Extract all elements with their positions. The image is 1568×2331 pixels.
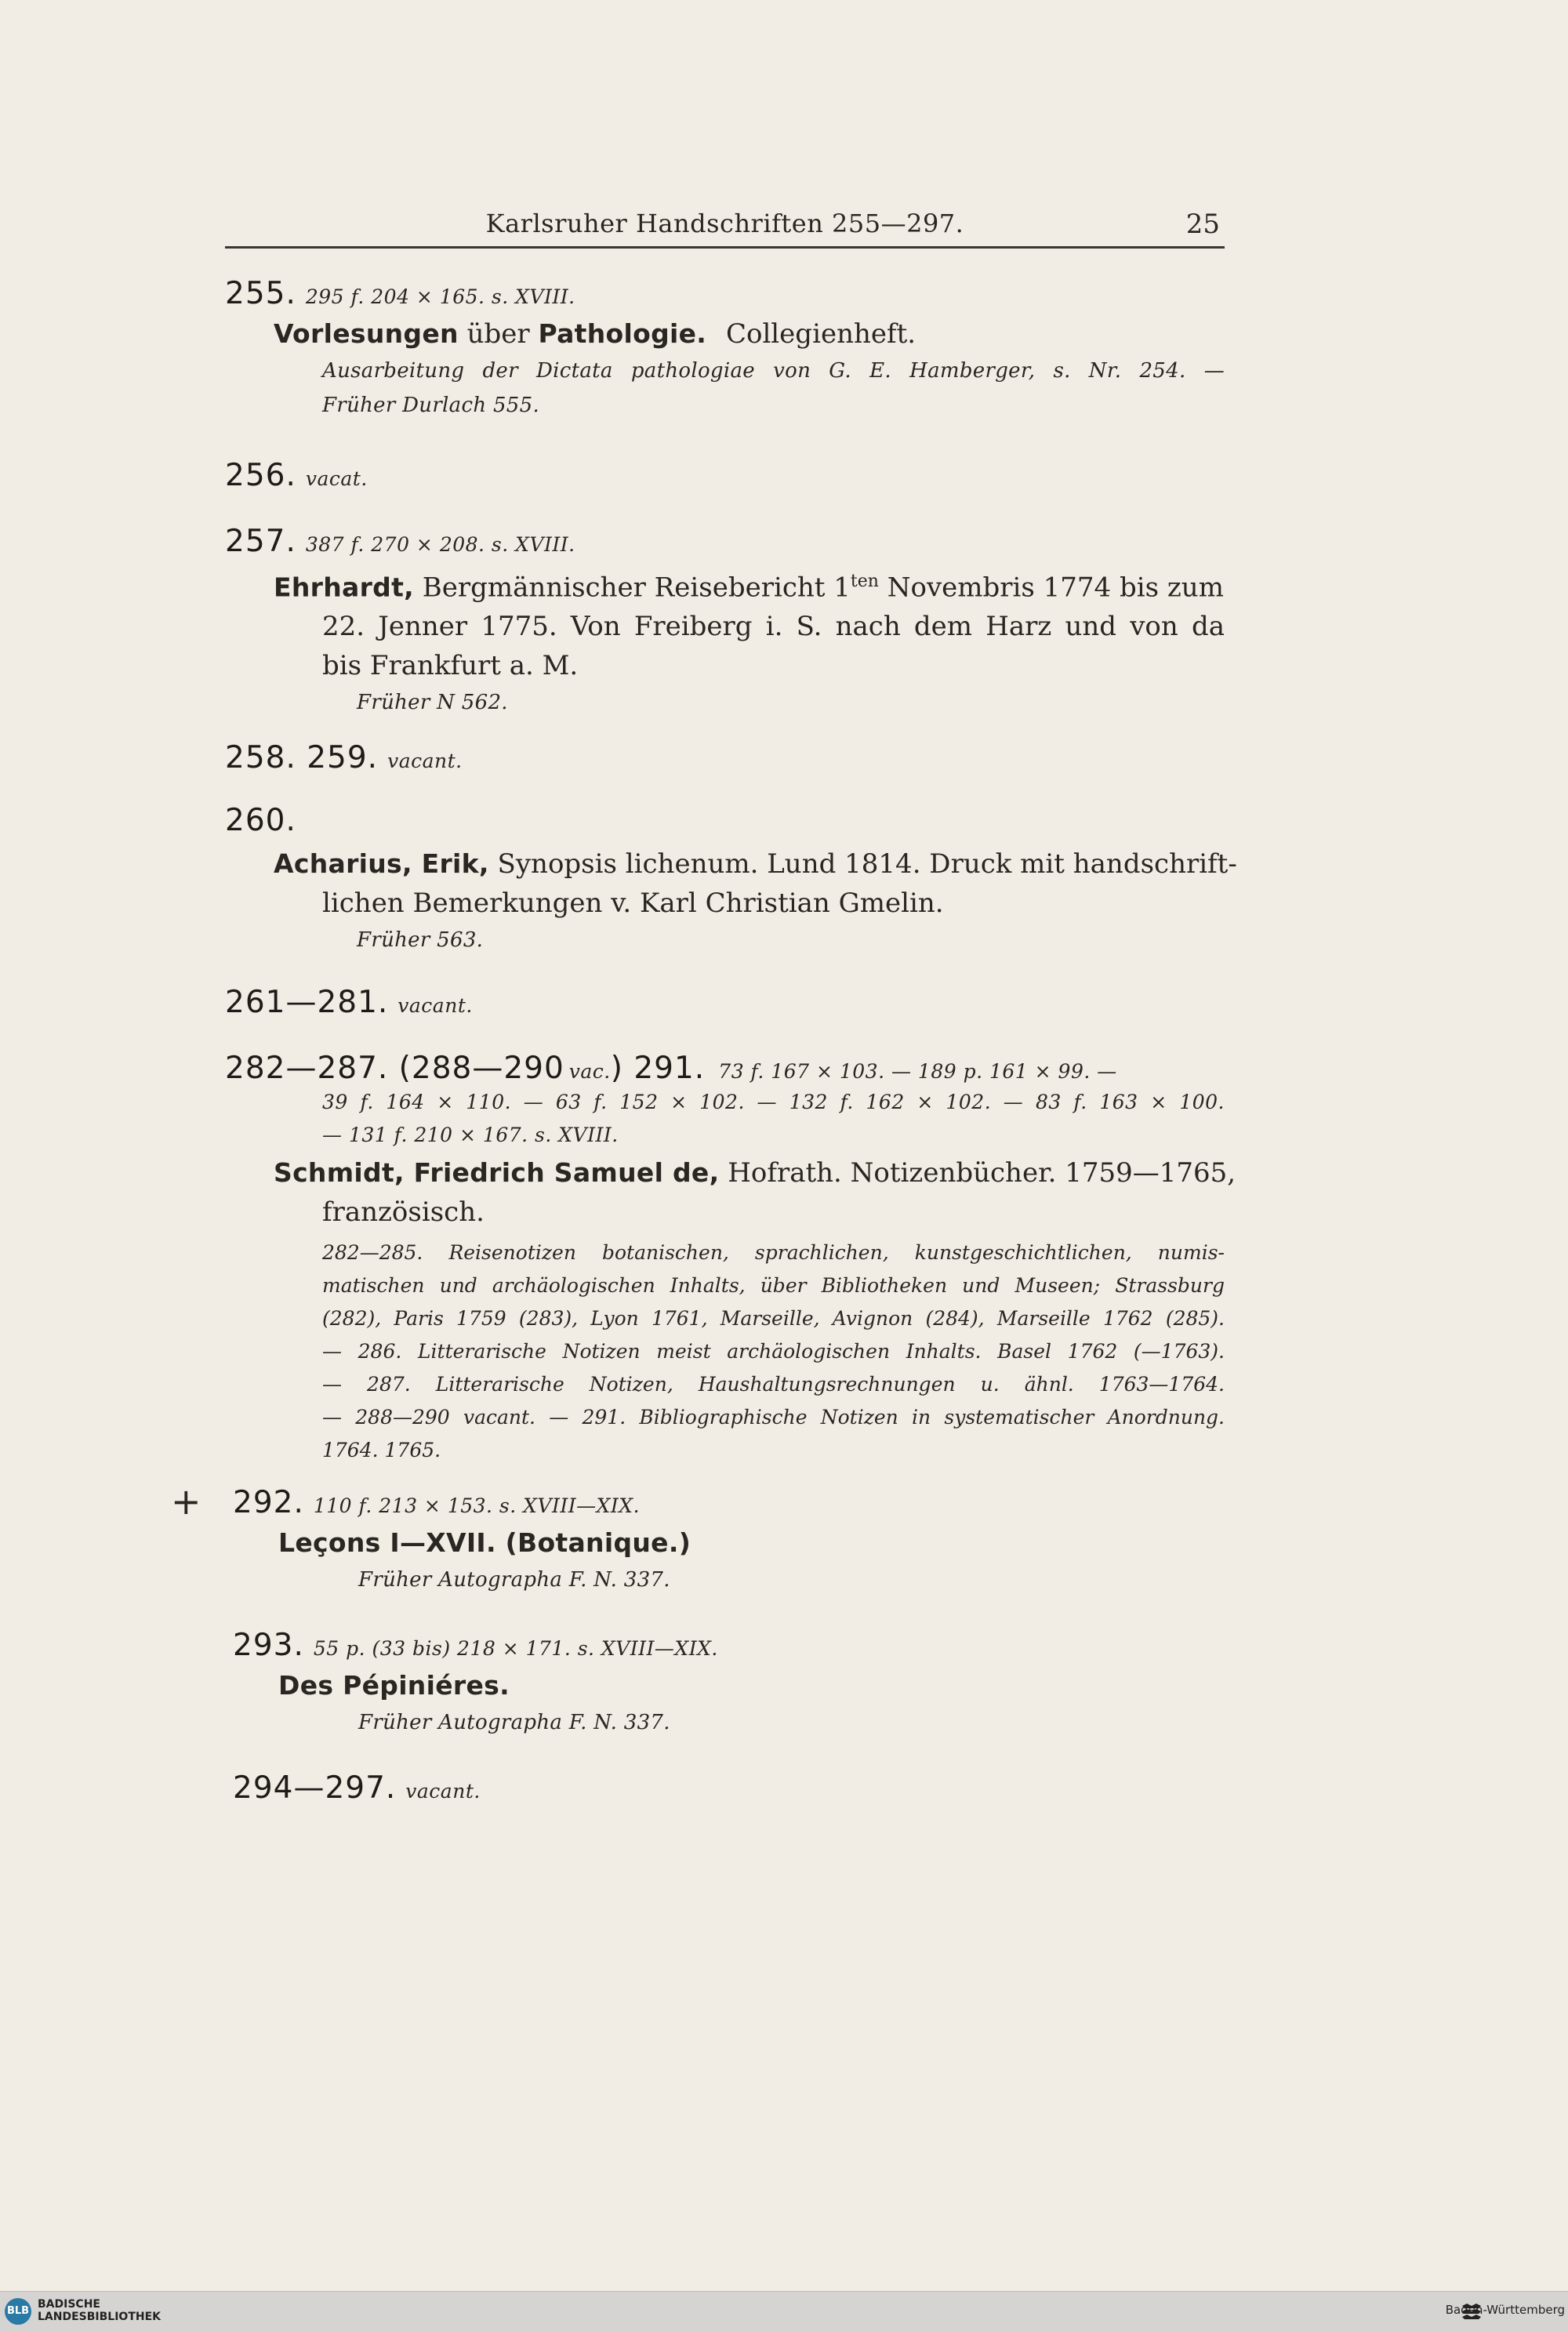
viewer-footer-bar (0, 2291, 1568, 2331)
entry-258-259 (225, 740, 1225, 775)
entry-number-close: ) 291. (610, 1051, 706, 1086)
entry-text: Hofrath. Notizenbücher. 1759—1765, (728, 1157, 1236, 1189)
entry-number: 292. (233, 1485, 304, 1520)
entry-294-297 (233, 1770, 1232, 1806)
entry-author: Acharius, Erik, (274, 848, 489, 879)
entry-note: Ausarbeitung der Dictata pathologiae von G. E. Hamberger, s. Nr. 254. — (322, 359, 1225, 383)
entry-title: Des Pépiniéres. (278, 1670, 510, 1701)
entry-author: Ehrhardt, (274, 572, 414, 603)
entry-author: Schmidt, Friedrich Samuel de, (274, 1157, 720, 1188)
plus-mark: + (171, 1480, 201, 1523)
entry-note: Früher N 562. (357, 691, 508, 715)
entry-note: matischen und archäologischen Inhalts, über Bibliotheken und Museen; Strassburg (322, 1274, 1225, 1297)
entry-note: — 287. Litterarische Notizen, Haushaltungsrechnungen u. ähnl. 1763—1764. (322, 1373, 1225, 1396)
entry-number: 282—287. (288—290 (225, 1051, 564, 1086)
entry-260 (225, 803, 1237, 957)
entry-number: 293. (233, 1628, 304, 1663)
entry-description: 73 f. 167 × 103. — 189 p. 161 × 99. — (718, 1060, 1117, 1083)
entry-number: 257. (225, 524, 296, 559)
entry-note: Früher Autographa F. N. 337. (358, 1568, 670, 1592)
entry-261-281 (225, 985, 1225, 1020)
entry-293 (233, 1628, 1232, 1740)
entry-note: (282), Paris 1759 (283), Lyon 1761, Marseille, Avignon (284), Marseille 1762 (285). (322, 1307, 1225, 1330)
entry-text: lichen Bemerkungen v. Karl Christian Gmelin. (322, 888, 944, 919)
entry-number: 258. 259. (225, 740, 379, 775)
entry-number: 294—297. (233, 1770, 397, 1806)
header-title: Karlsruher Handschriften 255—297. (485, 209, 964, 238)
header-rule (225, 246, 1225, 249)
library-name-line1: BADISCHE (38, 2298, 100, 2311)
entry-text: 22. Jenner 1775. Von Freiberg i. S. nach dem Harz und von da (322, 611, 1225, 643)
entry-292 (233, 1485, 1232, 1597)
entry-title-rest: Collegienheft. (725, 318, 916, 350)
entry-title-bold2: Pathologie. (538, 318, 707, 349)
entry-256 (225, 458, 1225, 493)
entry-description: 55 p. (33 bis) 218 × 171. s. XVIII—XIX. (313, 1637, 718, 1660)
entry-description: — 131 f. 210 × 167. s. XVIII. (322, 1124, 619, 1146)
entry-note: Früher Autographa F. N. 337. (358, 1711, 670, 1734)
entry-description: vacant. (405, 1780, 481, 1803)
entry-note: 1764. 1765. (322, 1439, 441, 1461)
entry-description: 387 f. 270 × 208. s. XVIII. (305, 533, 575, 556)
entry-title-bold: Vorlesungen (274, 318, 459, 349)
entry-text: bis Frankfurt a. M. (322, 650, 579, 682)
entry-title: Leçons I—XVII. (Botanique.) (278, 1527, 691, 1558)
entry-note: — 286. Litterarische Notizen meist archäologischen Inhalts. Basel 1762 (—1763). (322, 1340, 1225, 1363)
state-name[interactable]: Baden-Württemberg (1445, 2303, 1565, 2317)
entry-note: Früher Durlach 555. (322, 394, 540, 417)
page-number: 25 (1185, 209, 1220, 240)
entry-282-291 (225, 1051, 1236, 1467)
entry-description: vacat. (305, 467, 368, 490)
entry-text: Synopsis lichenum. Lund 1814. Druck mit handschrift- (497, 848, 1237, 880)
entry-number: 256. (225, 458, 296, 493)
library-name-line2: LANDESBIBLIOTHEK (38, 2311, 162, 2323)
entry-note: Früher 563. (357, 928, 484, 952)
entry-description: 110 f. 213 × 153. s. XVIII—XIX. (313, 1494, 641, 1517)
entry-number: 260. (225, 803, 296, 838)
entry-description: 295 f. 204 × 165. s. XVIII. (305, 285, 575, 308)
entry-number: 255. (225, 276, 296, 311)
entry-description: 39 f. 164 × 110. — 63 f. 152 × 102. — 132 f. 162 × 102. — 83 f. 163 × 100. (322, 1091, 1225, 1113)
entry-text: französisch. (322, 1196, 485, 1228)
entry-text: Novembris 1774 bis zum (878, 572, 1224, 604)
entry-description: vacant. (387, 750, 463, 772)
entry-number-vac: vac. (568, 1060, 611, 1083)
running-header (225, 209, 1225, 246)
entry-255 (225, 276, 1225, 423)
entry-note: 282—285. Reisenotizen botanischen, sprachlichen, kunstgeschichtlichen, numis- (322, 1241, 1225, 1264)
entry-text-sup: ten (850, 572, 879, 591)
blb-logo-icon[interactable]: BLB (5, 2298, 31, 2325)
entry-description: vacant. (397, 994, 473, 1017)
entry-title-mid: über (466, 318, 530, 350)
entry-text: Bergmännischer Reisebericht 1 (422, 572, 851, 604)
library-name[interactable] (38, 2298, 161, 2323)
entry-257 (225, 524, 1225, 720)
entry-number: 261—281. (225, 985, 389, 1020)
entry-note: — 288—290 vacant. — 291. Bibliographische Notizen in systematischer Anordnung. (322, 1406, 1225, 1429)
